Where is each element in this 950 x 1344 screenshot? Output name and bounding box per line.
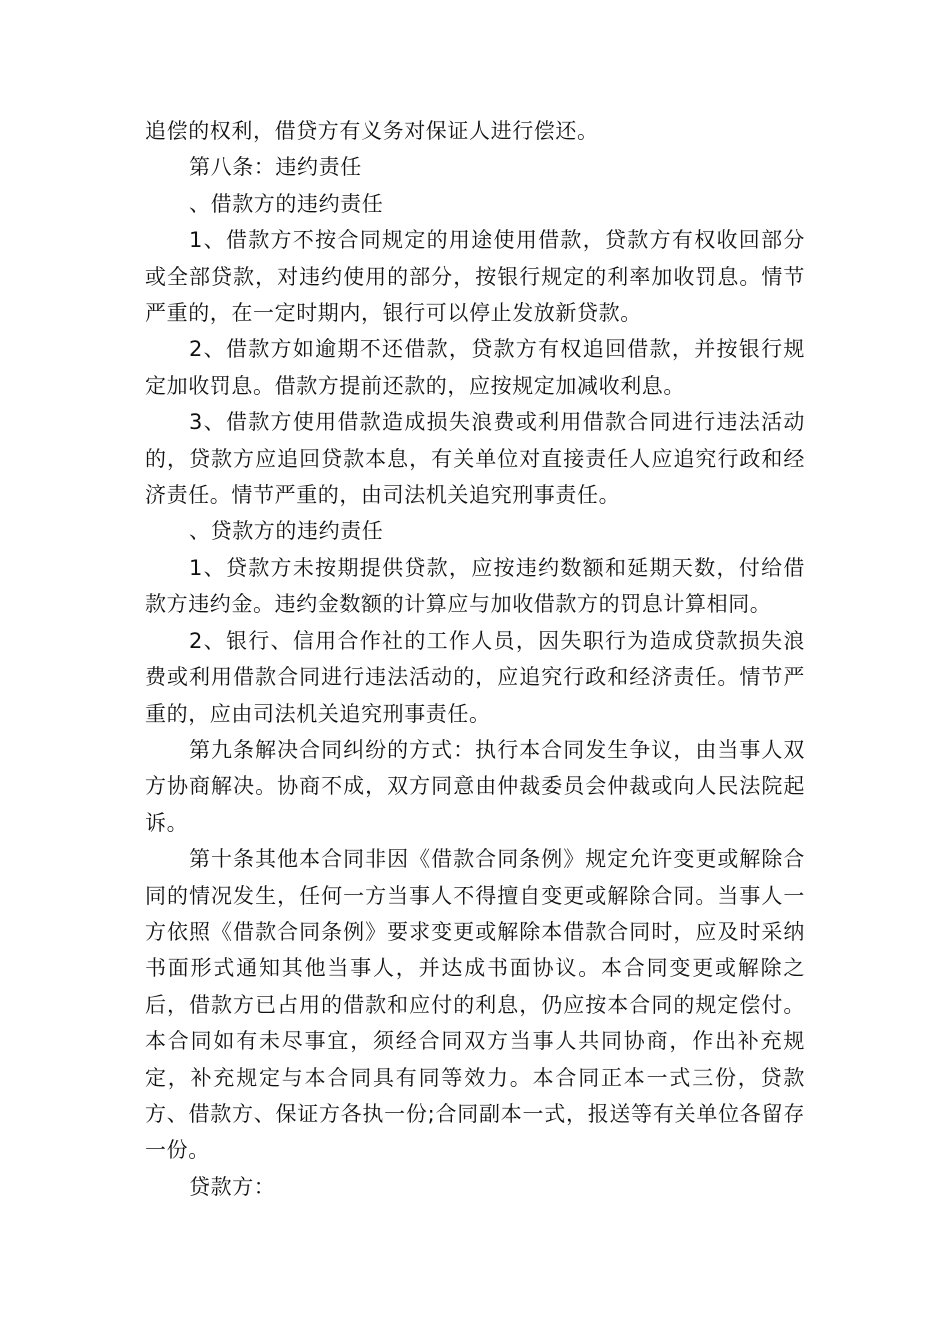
document-body: [145, 113, 805, 1205]
borrower-liability-item-2: 2、借款方如逾期不还借款，贷款方有权追回借款，并按银行规定加收罚息。借款方提前还款的，应按规定加减收利息。: [145, 337, 805, 398]
lender-liability-heading: 、贷款方的违约责任: [189, 519, 384, 544]
paragraph-continuation: 追偿的权利，借贷方有义务对保证人进行偿还。: [145, 119, 599, 143]
lender-liability-item-2: 2、银行、信用合作社的工作人员，因失职行为造成贷款损失浪费或利用借款合同进行违法活动的，应追究行政和经济责任。情节严重的，应由司法机关追究刑事责任。: [145, 628, 805, 726]
borrower-liability-heading: 、借款方的违约责任: [189, 191, 384, 216]
article-9-dispute-resolution: 第九条解决合同纠纷的方式：执行本合同发生争议，由当事人双方协商解决。协商不成，双方同意由仲裁委员会仲裁或向人民法院起诉。: [145, 737, 805, 835]
lender-liability-item-1: 1、贷款方未按期提供贷款，应按违约数额和延期天数，付给借款方违约金。违约金数额的计算应与加收借款方的罚息计算相同。: [145, 555, 805, 617]
borrower-liability-item-1: 1、借款方不按合同规定的用途使用借款，贷款方有权收回部分或全部贷款，对违约使用的部分，按银行规定的利率加收罚息。情节严重的，在一定时期内，银行可以停止发放新贷款。: [145, 228, 805, 326]
article-10-other-provisions: 第十条其他本合同非因《借款合同条例》规定允许变更或解除合同的情况发生，任何一方当事人不得擅自变更或解除合同。当事人一方依照《借款合同条例》要求变更或解除本借款合同时，应及时采纳书面形式通知其他当事人，并达成书面协议。本合同变更或解除之后，借款方已占用的借款和应付的利息，仍应按本合同的规定偿付。本合同如有未尽事宜，须经合同双方当事人共同协商，作出补充规定，补充规定与本合同具有同等效力。本合同正本一式三份，贷款方、借款方、保证方各执一份;合同副本一式，报送等有关单位各留存一份。: [145, 847, 805, 1163]
lender-signature-label: 贷款方：: [189, 1174, 276, 1199]
borrower-liability-item-3: 3、借款方使用借款造成损失浪费或利用借款合同进行违法活动的，贷款方应追回贷款本息，有关单位对直接责任人应追究行政和经济责任。情节严重的，由司法机关追究刑事责任。: [145, 410, 805, 508]
article-8-heading: 第八条：违约责任: [189, 155, 362, 180]
